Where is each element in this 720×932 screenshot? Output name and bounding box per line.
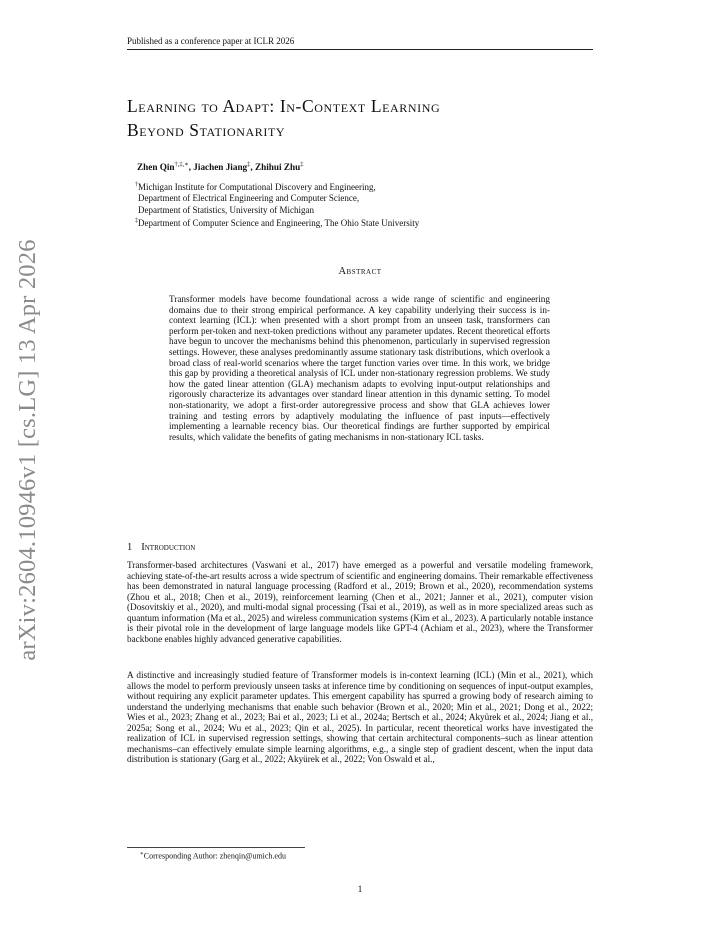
affiliations [135,180,419,229]
affiliation-mark: ‡ [135,217,138,224]
affiliation-line: ‡Department of Computer Science and Engineering, The Ohio State University [135,217,420,228]
affiliation-line: Department of Statistics, University of Michigan [138,204,314,215]
author-marks: †,‡,∗ [174,161,189,168]
intro-paragraph-2: A distinctive and increasingly studied feature of Transformer models is in-context learning (ICL) (Min et al., 2021), which allows the model to perform previously unseen tasks at inference time by conditioning on sequences of input-output examples, without requiring any explicit parameter updates. This emergent capability has spurred a growing body of research aiming to understand the underlying mechanisms that enable such behavior (Brown et al., 2020; Min et al., 2021; Dong et al., 2022; Wies et al., 2023; Zhang et al., 2023; Bai et al., 2023; Li et al., 2024a; Bertsch et al., 2024; Akyürek et al., 2024; Jiang et al., 2025a; Song et al., 2024; Wu et al., 2023; Qin et al., 2025). In particular, recent theoretical works have investigated the realization of ICL in supervised regression settings, showing that certain architectural components–such as linear attention mechanisms–can effectively emulate simple learning algorithms, e.g., a single step of gradient descent, when the input data distribution is stationary (Garg et al., 2022; Akyürek et al., 2022; Von Oswald et al., [127,670,593,765]
arxiv-identifier [8,239,48,661]
author-name: Zhihui Zhu [255,162,301,173]
affiliation-line: Department of Electrical Engineering and Computer Science, [138,193,360,204]
affiliation-line: †Michigan Institute for Computational Discovery and Engineering, [135,182,376,192]
paper-title [127,94,597,142]
section-heading [127,542,195,553]
title-line-1: Learning to Adapt: In-Context Learning [127,96,441,116]
author-name: Zhen Qin [137,162,175,173]
footnote-mark: ∗ [140,851,144,857]
section-number: 1 [127,542,133,553]
abstract-heading: Abstract [338,266,382,277]
author-name: Jiachen Jiang [193,162,248,173]
affiliation-mark: † [135,182,138,188]
author-marks: ‡ [300,161,304,168]
section-title: Introduction [141,542,196,553]
footnote [140,851,286,861]
author-list: Zhen Qin†,‡,∗, Jiachen Jiang‡, Zhihui Zhu‡ [137,161,304,173]
page-number: 1 [357,885,363,895]
intro-paragraph-1: Transformer-based architectures (Vaswani et al., 2017) have emerged as a powerful and versatile modeling framework, achieving state-of-the-art results across a wide spectrum of scientific and engineering domains. Their remarkable effectiveness has been demonstrated in natural language processing (Radford et al., 2019; Brown et al., 2020), recommendation systems (Zhou et al., 2018; Chen et al., 2019), reinforcement learning (Chen et al., 2021; Janner et al., 2021), computer vision (Dosovitskiy et al., 2020), and multi-modal signal processing (Tsai et al., 2019), as well as in more specialized areas such as quantum information (Ma et al., 2025) and wireless communication systems (Kim et al., 2023). A particularly notable instance is their pivotal role in the development of large language models like GPT-4 (Achiam et al., 2023), where the Transformer backbone enables highly advanced generative capabilities. [127,560,593,644]
title-line-2: Beyond Stationarity [127,120,286,140]
abstract-body: Transformer models have become foundational across a wide range of scientific and engineering domains due to their strong empirical performance. A key capability underlying their success is in-context learning (ICL): when presented with a short prompt from an unseen task, transformers can perform per-token and next-token predictions without any parameter updates. Recent theoretical efforts have begun to uncover the mechanisms behind this phenomenon, particularly in supervised regression settings. However, these analyses predominantly assume stationary task distributions, which overlook a broad class of real-world scenarios where the target function varies over time. In this work, we bridge this gap by providing a theoretical analysis of ICL under non-stationary regression problems. We study how the gated linear attention (GLA) mechanism adapts to evolving input-output relationships and rigorously characterize its advantages over standard linear attention in this dynamic setting. To model non-stationarity, we adopt a first-order autoregressive process and show that GLA achieves lower training and testing errors by adaptively modulating the influence of past inputs—effectively implementing a learnable recency bias. Our theoretical findings are further supported by empirical results, which validate the benefits of gating mechanisms in non-stationary ICL tasks. [169,294,550,442]
author-marks: ‡ [247,161,251,168]
arxiv-id-text: arXiv:2604.10946v1 [cs.LG] 13 Apr 2026 [14,239,41,661]
footnote-text: Corresponding Author: zhenqin@umich.edu [143,851,286,861]
footnote-divider [127,847,305,848]
running-header: Published as a conference paper at ICLR 2026 [127,36,593,50]
